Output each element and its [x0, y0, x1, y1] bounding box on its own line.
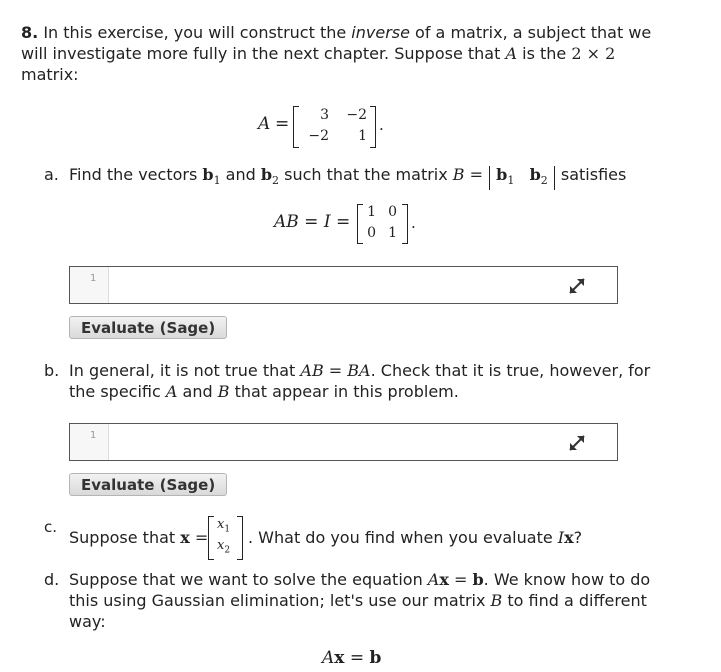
line-number: 1 [90, 273, 97, 284]
part-b-text: In general, it is not true that AB = BA. Check that it is true, however, for the specific A and B that appear in this problem. [69, 361, 651, 401]
evaluate-sage-button-b[interactable]: Evaluate (Sage) [69, 473, 227, 496]
part-a-text: Find the vectors $b_1$ and $b_2$ such that the matrix $B = b_1$ $b_2$ satisfies [69, 164, 709, 191]
identity-equation: AB = I = 1 0 0 1 . [272, 200, 442, 246]
part-b-letter: b. [44, 361, 60, 380]
part-a-letter: a. [44, 165, 59, 184]
problem-intro: 8. In this exercise, you will construct the inverse of a matrix, a subject that we will investigate more fully in the next chapter. Suppose that A is the 2 × 2 matrix: [21, 23, 652, 84]
left-bracket [293, 106, 299, 148]
code-editor-b[interactable] [69, 423, 618, 461]
part-d-text: Suppose that we want to solve the equation Ax = b. We know how to do this using Gaussian elimination; let's use our matrix B to find a different way: [69, 570, 651, 631]
part-c-letter: c. [44, 518, 58, 536]
final-equation: Ax = b [322, 648, 382, 668]
editor-gutter [70, 424, 109, 460]
evaluate-sage-button-a[interactable]: Evaluate (Sage) [69, 316, 227, 339]
matrix-a-equation: A = 3 −2 −2 1 . [255, 104, 395, 150]
code-editor-a[interactable] [69, 266, 618, 304]
problem-number: 8. [21, 23, 39, 42]
line-number: 1 [90, 430, 97, 441]
editor-gutter [70, 267, 109, 303]
part-d-letter: d. [44, 570, 60, 589]
expand-icon[interactable] [567, 433, 587, 453]
right-bracket [370, 106, 376, 148]
expand-icon[interactable] [567, 276, 587, 296]
part-c-text: Suppose that x = $x_1$ $x_2$ . What do you find when you evaluate Ix? [69, 514, 709, 562]
